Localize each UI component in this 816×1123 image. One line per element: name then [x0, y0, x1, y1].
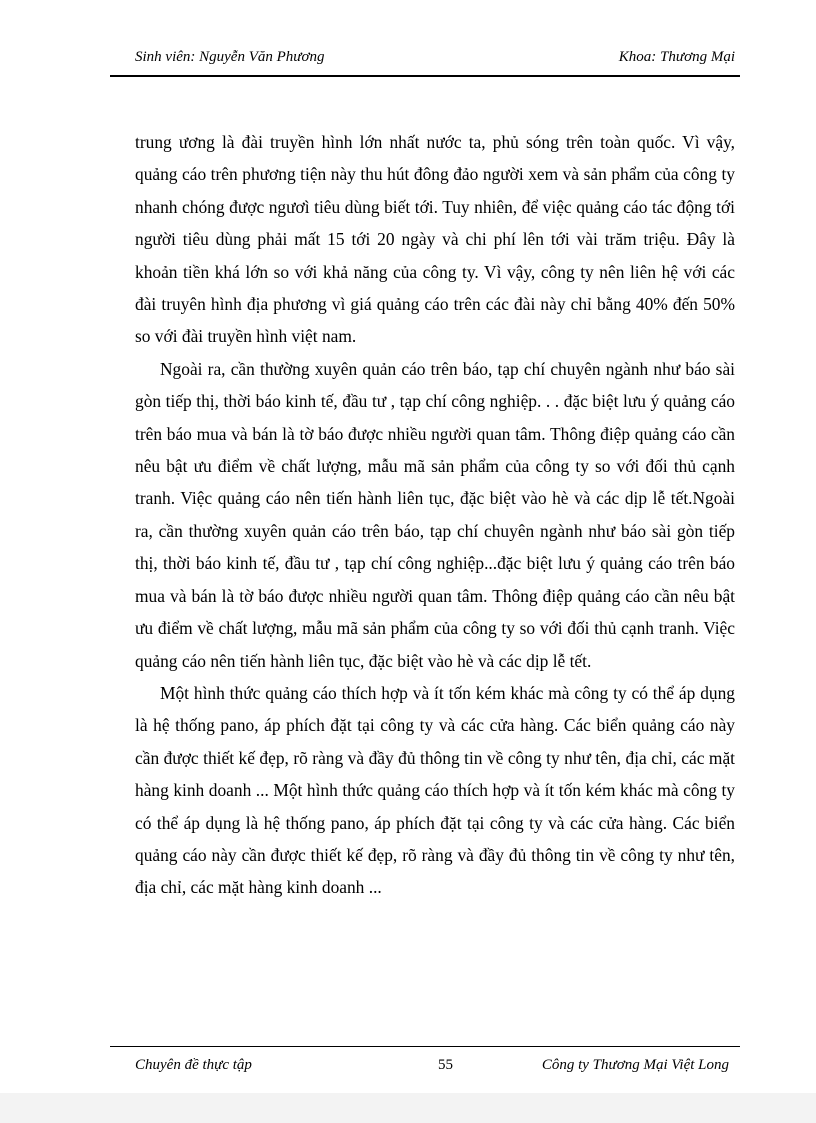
header-student-name: Sinh viên: Nguyễn Văn Phương — [135, 49, 325, 65]
footer-report-title: Chuyên đề thực tập — [135, 1057, 252, 1073]
body-paragraph: Ngoài ra, cần thường xuyên quản cáo trên báo, tạp chí chuyên ngành như báo sài gòn tiếp thị, thời báo kinh tế, đầu tư , tạp chí công nghiệp. . . đặc biệt lưu ý quảng cáo trên báo mua và bán là tờ báo được nhiều người quan tâm. Thông điệp quảng cáo cần nêu bật ưu điểm về chất lượng, mẫu mã sản phẩm của công ty so với đối thủ cạnh tranh. Việc quảng cáo nên tiến hành liên tục, đặc biệt vào hè và các dịp lễ tết.Ngoài ra, cần thường xuyên quản cáo trên báo, tạp chí chuyên ngành như báo sài gòn tiếp thị, thời báo kinh tế, đầu tư , tạp chí công nghiệp...đặc biệt lưu ý quảng cáo trên báo mua và bán là tờ báo được nhiều người quan tâm. Thông điệp quảng cáo cần nêu bật ưu điểm về chất lượng, mẫu mã sản phẩm của công ty so với đối thủ cạnh tranh. Việc quảng cáo nên tiến hành liên tục, đặc biệt vào hè và các dịp lễ tết. — [135, 358, 735, 671]
header-divider — [110, 75, 740, 77]
page-number: 55 — [438, 1057, 453, 1073]
footer-company-name: Công ty Thương Mại Việt Long — [541, 1057, 729, 1073]
footer-divider — [110, 1046, 740, 1047]
page-header — [135, 49, 735, 71]
body-paragraph: trung ương là đài truyền hình lớn nhất nước ta, phủ sóng trên toàn quốc. Vì vậy, quảng cáo trên phương tiện này thu hút đông đảo người xem và sản phẩm của công ty nhanh chóng được ngươì tiêu dùng biết tới. Tuy nhiên, để việc quảng cáo tác động tới người tiêu dùng phải mất 15 tới 20 ngày và chi phí lên tới vài trăm triệu. Đây là khoản tiền khá lớn so với khả năng của công ty. Vì vậy, công ty nên liên hệ với các đài truyên hình địa phương vì giá quảng cáo trên các đài này chỉ bằng 40% đến 50% so với đài truyền hình việt nam. — [135, 132, 735, 347]
body-paragraph: Một hình thức quảng cáo thích hợp và ít tốn kém khác mà công ty có thể áp dụng là hệ thống pano, áp phích đặt tại công ty và các cửa hàng. Các biển quảng cáo này cần được thiết kế đẹp, rõ ràng và đầy đủ thông tin về công ty như tên, địa chỉ, các mặt hàng kinh doanh ... Một hình thức quảng cáo thích hợp và ít tốn kém khác mà công ty có thể áp dụng là hệ thống pano, áp phích đặt tại công ty và các cửa hàng. Các biển quảng cáo này cần được thiết kế đẹp, rõ ràng và đầy đủ thông tin về công ty như tên, địa chỉ, các mặt hàng kinh doanh ... — [135, 682, 735, 898]
document-body — [135, 126, 735, 904]
page-bottom-margin — [0, 1093, 816, 1123]
header-faculty: Khoa: Thương Mại — [618, 49, 735, 65]
page-footer — [135, 1057, 735, 1079]
